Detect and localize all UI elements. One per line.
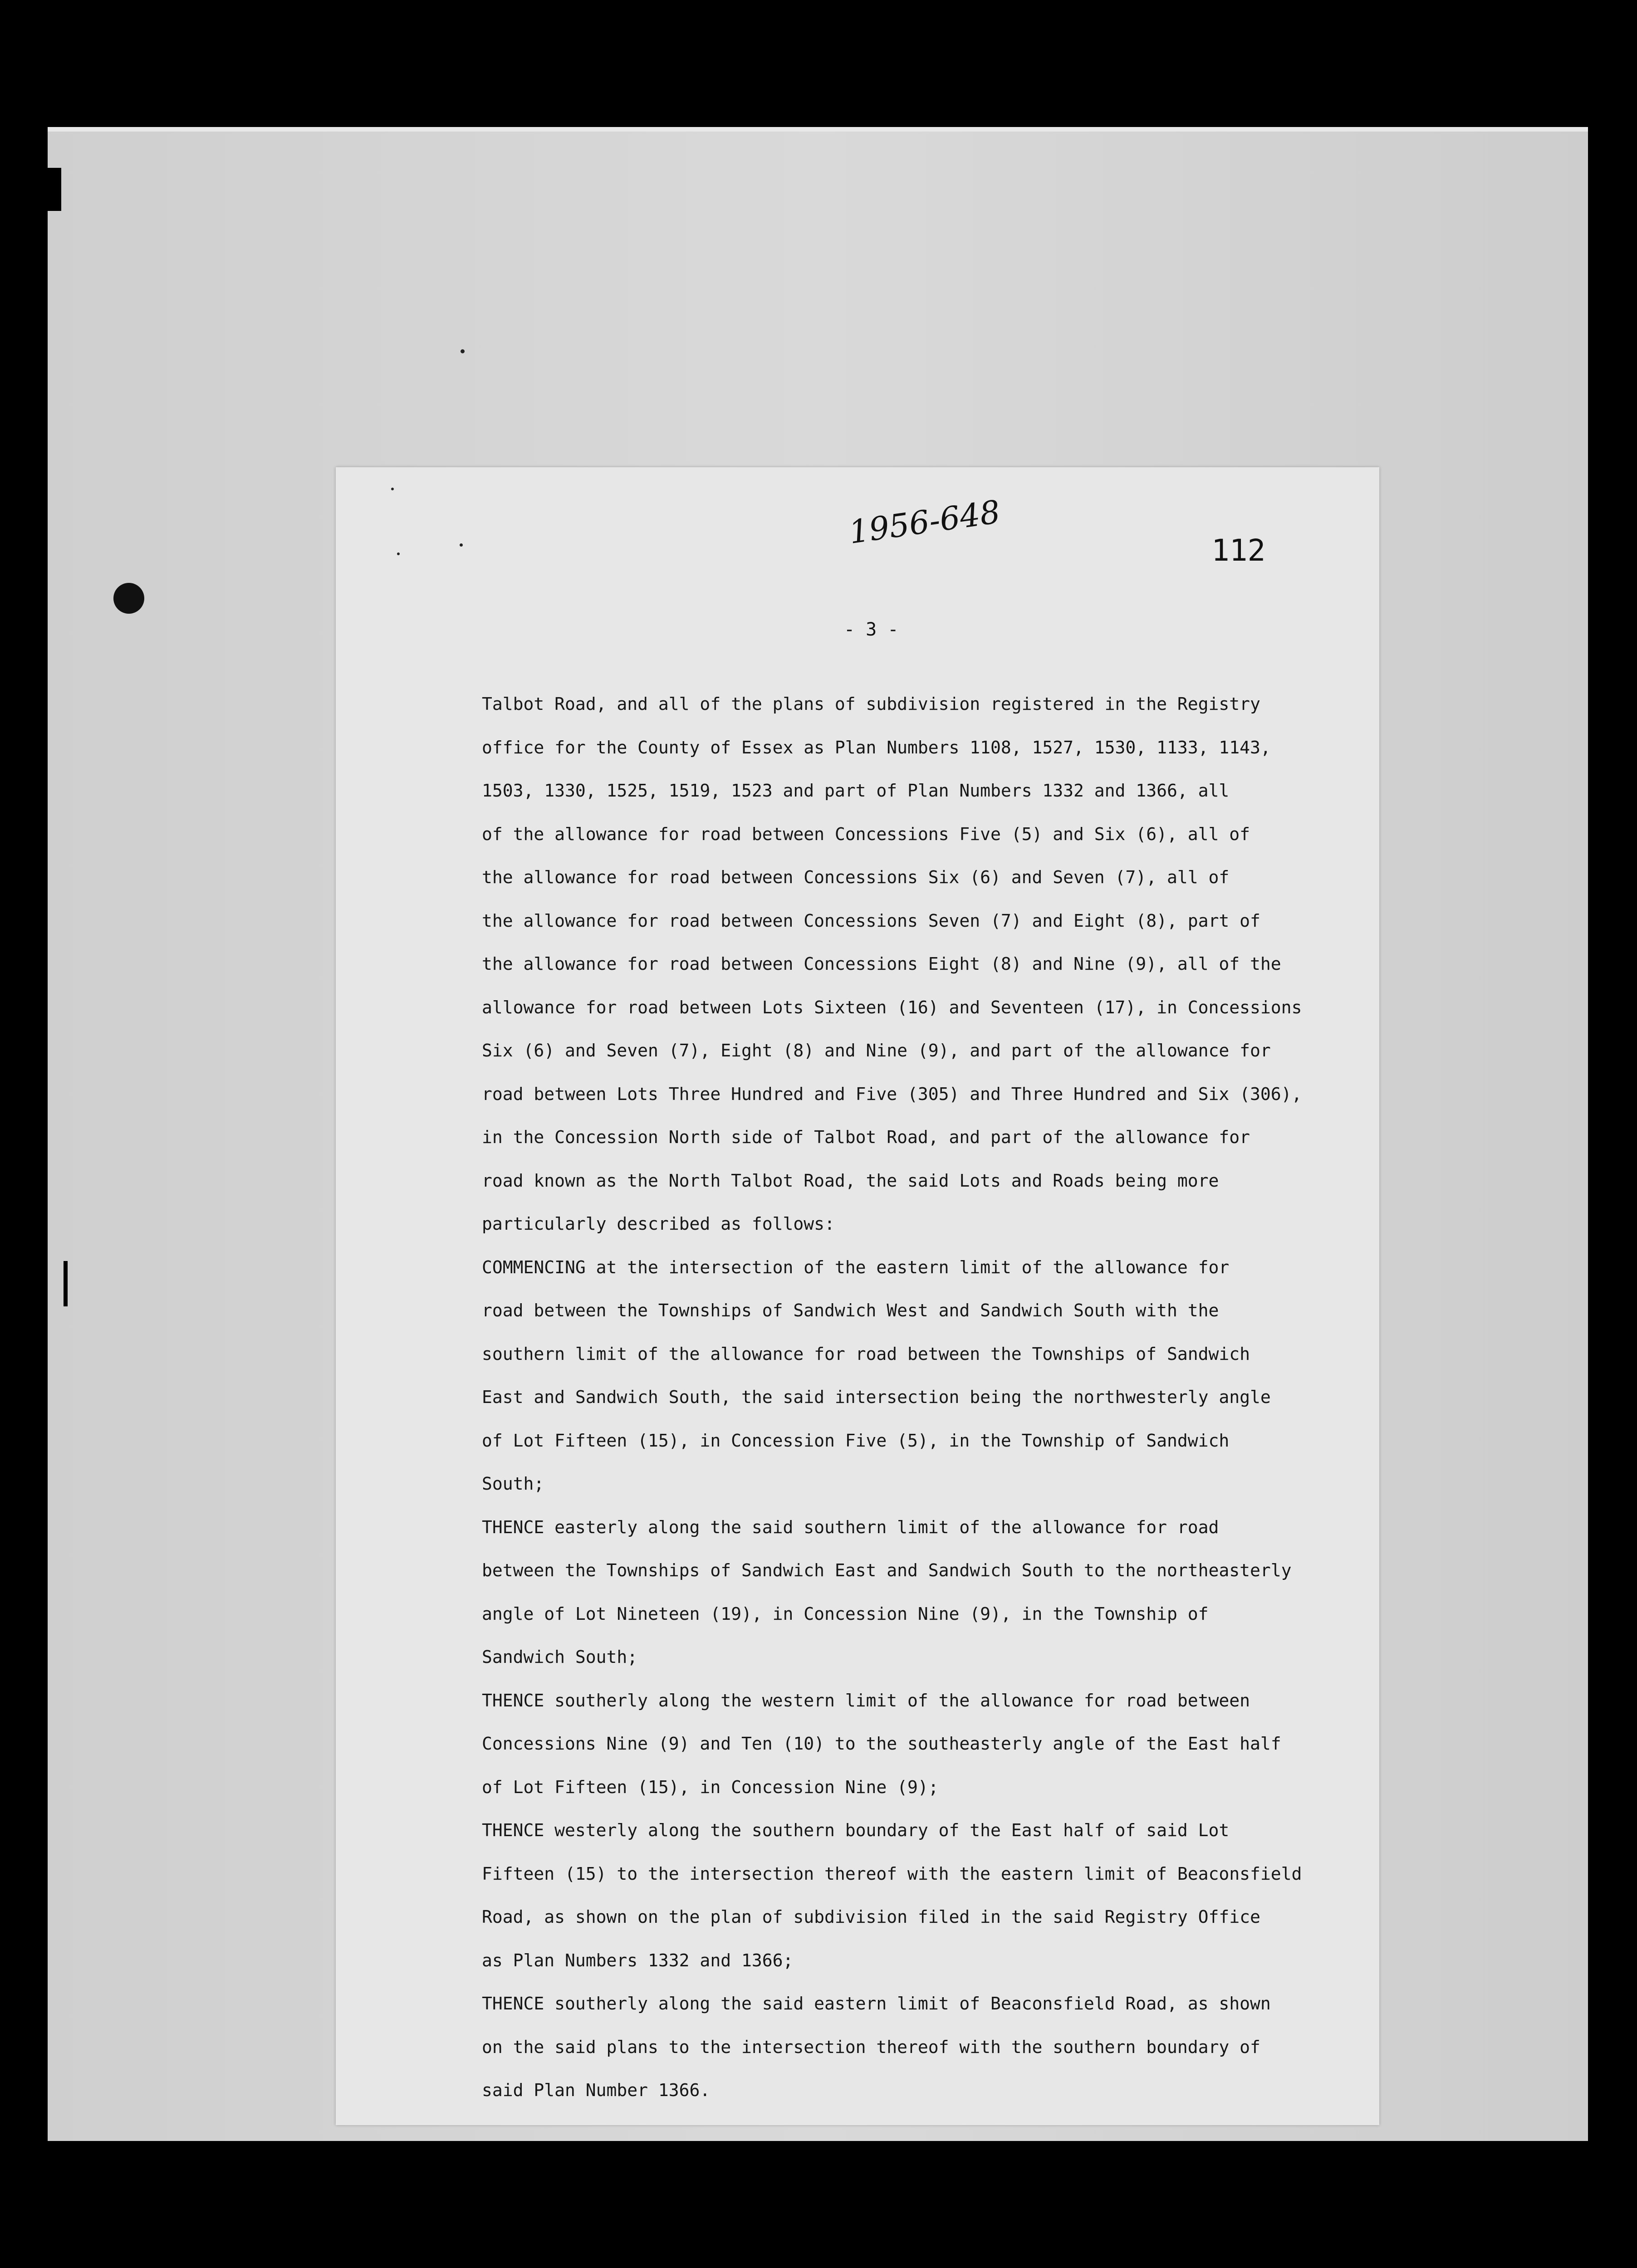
- text-line: road between Lots Three Hundred and Five (305) and Three Hundred and Six (306),: [482, 1084, 1302, 1104]
- speck: [460, 543, 463, 547]
- text-line: THENCE westerly along the southern boundary of the East half of said Lot: [482, 1820, 1230, 1840]
- text-line: road known as the North Talbot Road, the said Lots and Roads being more: [482, 1170, 1219, 1191]
- handwritten-annotation: 1956-648: [846, 493, 1003, 551]
- text-line: southern limit of the allowance for road between the Townships of Sandwich: [482, 1344, 1250, 1364]
- text-line: angle of Lot Nineteen (19), in Concession Nine (9), in the Township of: [482, 1603, 1209, 1624]
- text-line: in the Concession North side of Talbot Road, and part of the allowance for: [482, 1127, 1250, 1147]
- speck: [461, 349, 465, 353]
- text-line: on the said plans to the intersection thereof with the southern boundary of: [482, 2037, 1260, 2057]
- text-line: road between the Townships of Sandwich West and Sandwich South with the: [482, 1300, 1219, 1320]
- text-line: THENCE southerly along the said eastern limit of Beaconsfield Road, as shown: [482, 1994, 1271, 2014]
- text-line: of Lot Fifteen (15), in Concession Nine (9);: [482, 1777, 939, 1797]
- clip-mark: [48, 168, 61, 211]
- speck: [391, 488, 394, 490]
- page-marker: - 3 -: [844, 619, 899, 640]
- text-line: of Lot Fifteen (15), in Concession Five (5), in the Township of Sandwich: [482, 1430, 1230, 1451]
- sheet-top-edge: [48, 127, 1588, 132]
- text-line: Concessions Nine (9) and Ten (10) to the southeasterly angle of the East half: [482, 1734, 1281, 1754]
- text-line: COMMENCING at the intersection of the eastern limit of the allowance for: [482, 1257, 1230, 1277]
- speck: [397, 552, 400, 555]
- text-line: East and Sandwich South, the said intersection being the northwesterly angle: [482, 1387, 1271, 1407]
- punch-hole: [113, 583, 144, 614]
- text-line: the allowance for road between Concessions Seven (7) and Eight (8), part of: [482, 910, 1260, 931]
- text-line: 1503, 1330, 1525, 1519, 1523 and part of Plan Numbers 1332 and 1366, all: [482, 781, 1230, 801]
- text-line: Sandwich South;: [482, 1647, 638, 1667]
- text-line: particularly described as follows:: [482, 1214, 835, 1234]
- text-line: the allowance for road between Concessions Eight (8) and Nine (9), all of the: [482, 954, 1281, 974]
- text-line: office for the County of Essex as Plan Numbers 1108, 1527, 1530, 1133, 1143,: [482, 737, 1271, 758]
- text-line: Talbot Road, and all of the plans of subdivision registered in the Registry: [482, 694, 1260, 714]
- text-line: the allowance for road between Concessions Six (6) and Seven (7), all of: [482, 867, 1230, 887]
- page-number: 112: [1211, 533, 1266, 568]
- text-line: said Plan Number 1366.: [482, 2080, 711, 2100]
- text-line: Six (6) and Seven (7), Eight (8) and Nine (9), and part of the allowance for: [482, 1041, 1271, 1061]
- text-line: THENCE easterly along the said southern limit of the allowance for road: [482, 1517, 1219, 1537]
- text-line: between the Townships of Sandwich East and Sandwich South to the northeasterly: [482, 1560, 1292, 1580]
- edge-mark: [64, 1261, 68, 1306]
- text-line: THENCE southerly along the western limit of the allowance for road between: [482, 1690, 1250, 1711]
- text-line: Fifteen (15) to the intersection thereof with the eastern limit of Beaconsfield: [482, 1863, 1302, 1884]
- text-line: South;: [482, 1474, 544, 1494]
- body-text: [482, 683, 1353, 2112]
- text-line: Road, as shown on the plan of subdivision filed in the said Registry Office: [482, 1907, 1260, 1927]
- text-line: as Plan Numbers 1332 and 1366;: [482, 1950, 794, 1970]
- text-line: of the allowance for road between Concessions Five (5) and Six (6), all of: [482, 824, 1250, 844]
- text-line: allowance for road between Lots Sixteen (16) and Seventeen (17), in Concessions: [482, 997, 1302, 1017]
